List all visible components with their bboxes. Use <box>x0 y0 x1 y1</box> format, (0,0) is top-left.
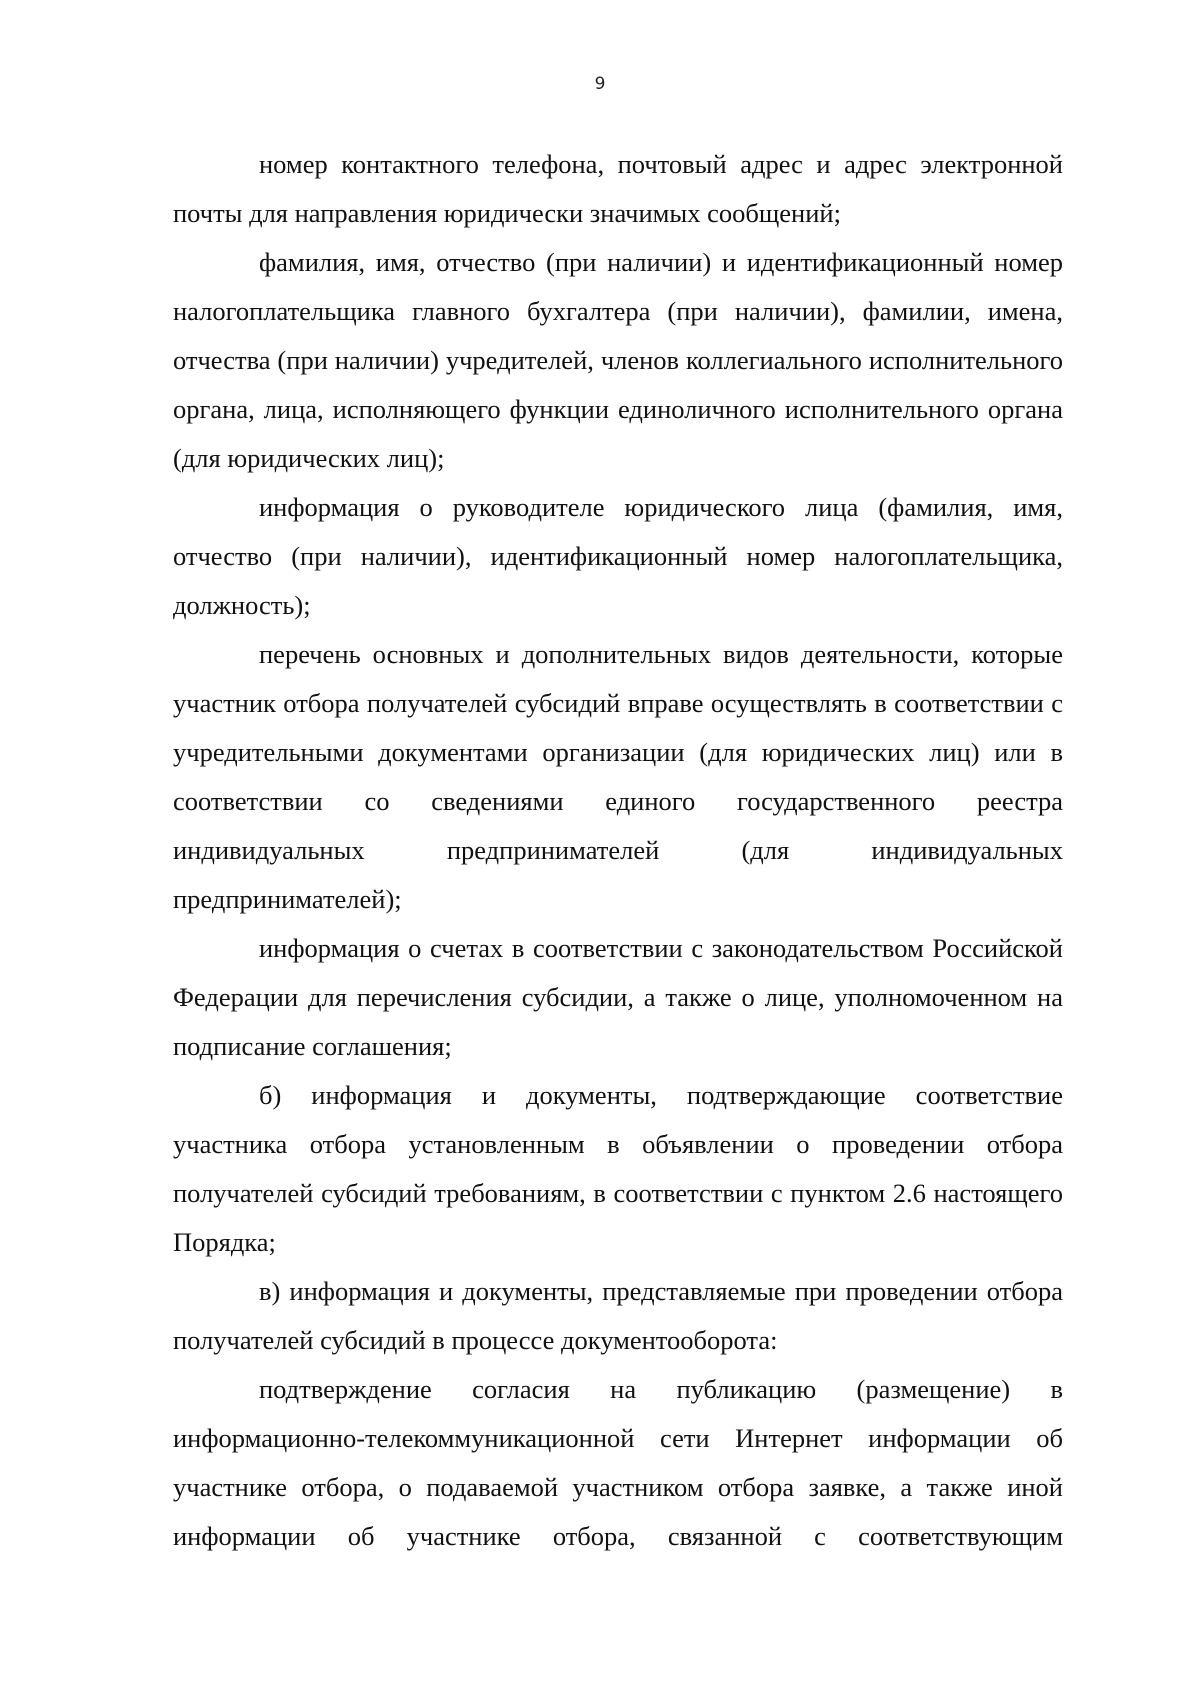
paragraph-accounts: информация о счетах в соответствии с законодательством Российской Федерации для перечисления субсидии, а также о лице, уполномоченном на подписание соглашения; <box>173 933 1063 1061</box>
paragraph-contacts: номер контактного телефона, почтовый адрес и адрес электронной почты для направления юридически значимых сообщений; <box>173 149 1063 228</box>
paragraph-item-v: в) информация и документы, представляемые при проведении отбора получателей субсидий в процессе документооборота: <box>173 1276 1063 1355</box>
paragraph-consent: подтверждение согласия на публикацию (размещение) в информационно-телекоммуникационной сети Интернет информации об участнике отбора, о подаваемой участником отбора заявке, а также иной информации об участнике отбора, связанной с соответствующим <box>173 1374 1063 1551</box>
page-number: 9 <box>594 74 606 94</box>
paragraph-head-info: информация о руководителе юридического лица (фамилия, имя, отчество (при наличии), идентификационный номер налогоплательщика, должность); <box>173 492 1063 620</box>
document-body <box>173 140 1063 1561</box>
paragraph-activities: перечень основных и дополнительных видов деятельности, которые участник отбора получателей субсидий вправе осуществлять в соответствии с учредительными документами организации (для юридических лиц) или в соответствии со сведениями единого государственного реестра индивидуальных предпринимателей (для индивидуальных предпринимателей); <box>173 639 1063 914</box>
paragraph-accountant-founders: фамилия, имя, отчество (при наличии) и идентификационный номер налогоплательщика главного бухгалтера (при наличии), фамилии, имена, отчества (при наличии) учредителей, членов коллегиального исполнительного органа, лица, исполняющего функции единоличного исполнительного органа (для юридических лиц); <box>173 247 1063 473</box>
paragraph-item-b: б) информация и документы, подтверждающие соответствие участника отбора установленным в объявлении о проведении отбора получателей субсидий требованиям, в соответствии с пунктом 2.6 настоящего Порядка; <box>173 1080 1063 1257</box>
